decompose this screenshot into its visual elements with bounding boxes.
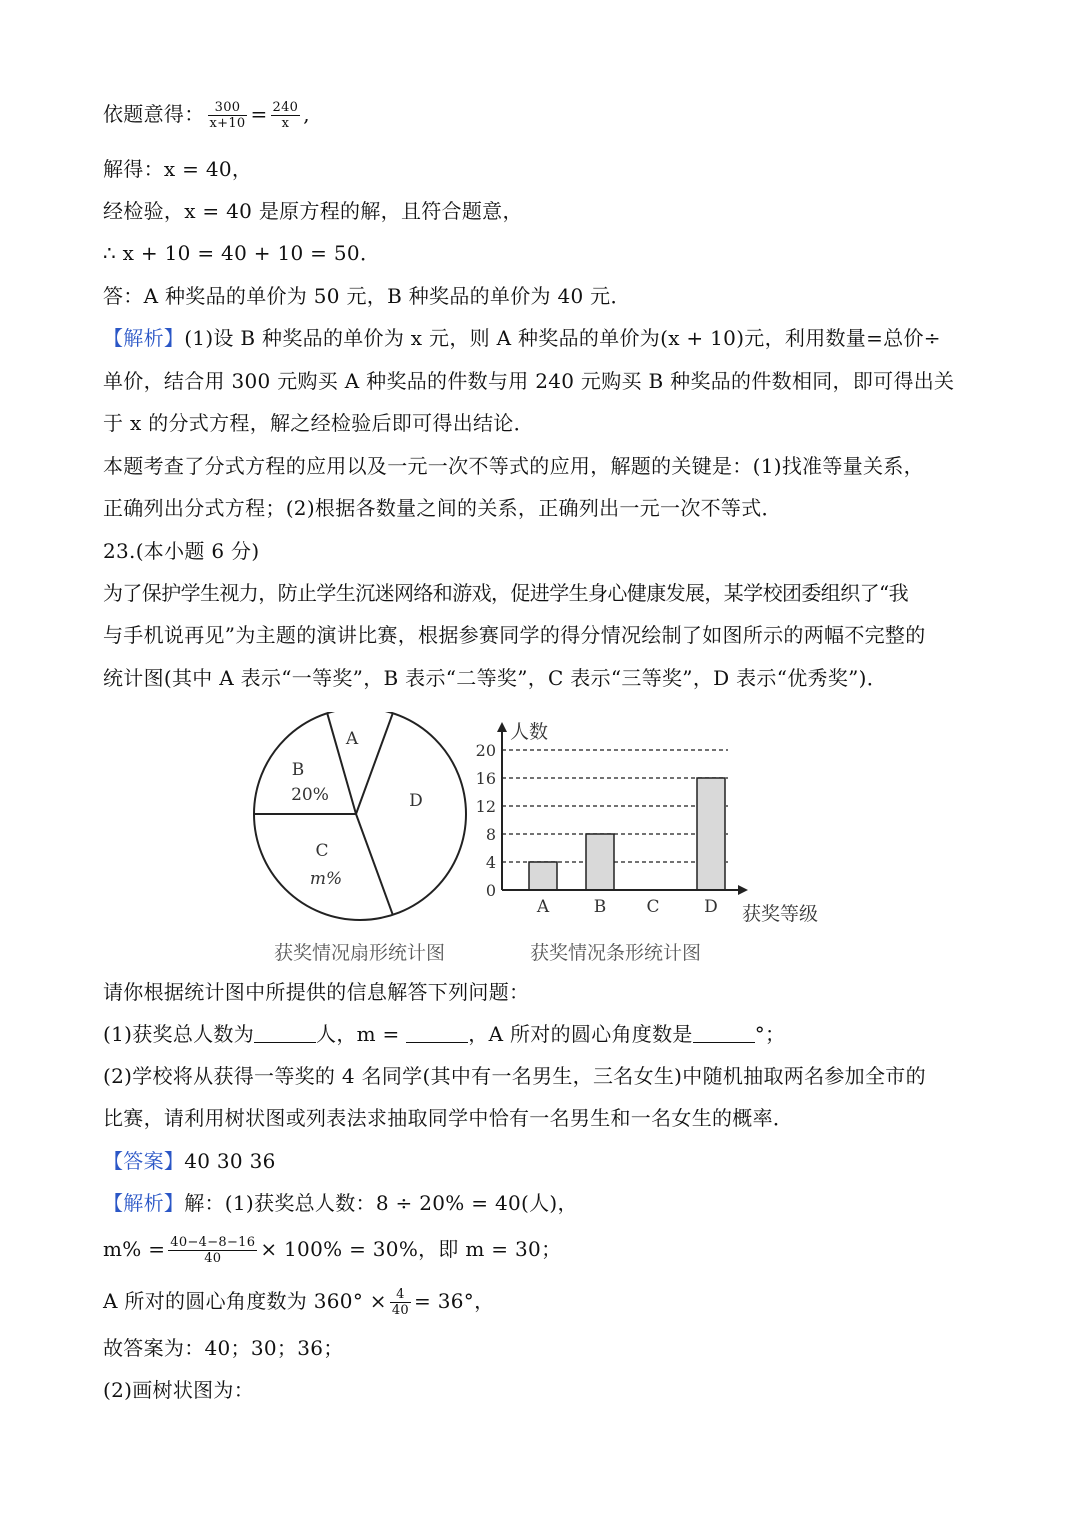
fraction: [168, 1235, 257, 1266]
statistics-figure: [248, 712, 848, 976]
answer-blank[interactable]: [693, 1024, 755, 1043]
text: 人，m =: [316, 1022, 400, 1046]
x-tick-label: C: [646, 897, 660, 917]
answer-tag: 【答案】: [103, 1149, 185, 1173]
text: 40 30 36: [184, 1149, 276, 1173]
pie-caption: 获奖情况扇形统计图: [274, 942, 446, 964]
analysis-line: [103, 1191, 578, 1215]
equation-line: [103, 100, 310, 131]
pie-outline: [254, 712, 466, 920]
pie-label-c: C: [315, 841, 329, 861]
text: °；: [754, 1022, 786, 1046]
text: =: [250, 102, 268, 126]
question-part-1: [103, 1022, 785, 1046]
bar-b: [586, 834, 614, 890]
answer-blank[interactable]: [254, 1024, 316, 1043]
text: × 100% = 30%，即 m = 30；: [260, 1237, 562, 1261]
x-tick-label: B: [593, 897, 607, 917]
pie-label-b: B: [291, 760, 305, 780]
text-line: 与手机说再见”为主题的演讲比赛，根据参赛同学的得分情况绘制了如图所示的两幅不完整的: [103, 623, 926, 647]
x-tick-label: A: [536, 897, 550, 917]
bar-a: [529, 862, 557, 890]
y-tick-label: 20: [475, 741, 496, 760]
pie-label-c-percent: m%: [309, 869, 343, 889]
text-line: 正确列出分式方程；(2)根据各数量之间的关系，正确列出一元一次不等式．: [103, 496, 782, 520]
text-line: 解得：x = 40，: [103, 157, 253, 181]
y-tick-label: 12: [475, 797, 496, 816]
pie-label-b-percent: 20%: [291, 785, 329, 805]
denominator: x: [281, 116, 290, 131]
y-tick-label: 4: [485, 853, 496, 872]
text: 解：(1)获奖总人数：8 ÷ 20% = 40(人)，: [184, 1191, 578, 1215]
analysis-tag: 【解析】: [103, 326, 185, 350]
text-line: 本题考查了分式方程的应用以及一元一次不等式的应用，解题的关键是：(1)找准等量关系，: [103, 454, 924, 478]
bar-caption: 获奖情况条形统计图: [530, 942, 702, 964]
text-line: ∴ x + 10 = 40 + 10 = 50．: [103, 241, 381, 265]
text-line: 比赛，请利用树状图或列表法求抽取同学中恰有一名男生和一名女生的概率．: [103, 1106, 794, 1130]
y-tick-label: 16: [475, 769, 496, 788]
numerator: 300: [208, 100, 248, 116]
fraction: [208, 100, 248, 131]
y-axis-arrow: [497, 722, 507, 732]
fraction: [271, 100, 301, 131]
numerator: 240: [272, 100, 299, 115]
text: (1)设 B 种奖品的单价为 x 元，则 A 种奖品的单价为(x + 10)元，利用数量=总价÷: [184, 326, 941, 350]
pie-label-a: A: [345, 729, 359, 749]
text-line: 于 x 的分式方程，解之经检验后即可得出结论．: [103, 411, 534, 435]
text: = 36°，: [414, 1289, 495, 1313]
text-line: 请你根据统计图中所提供的信息解答下列问题：: [103, 980, 530, 1004]
y-tick-label: 0: [485, 881, 496, 900]
text: (1)获奖总人数为: [103, 1022, 255, 1046]
text-line: 故答案为：40；30；36；: [103, 1336, 344, 1360]
answer-line: [103, 1149, 276, 1173]
text-line: 经检验，x = 40 是原方程的解，且符合题意，: [103, 199, 523, 223]
numerator: 40−4−8−16: [170, 1235, 256, 1250]
text-line: 单价，结合用 300 元购买 A 种奖品的件数与用 240 元购买 B 种奖品的件数相同，即可得出关: [103, 369, 955, 393]
bar-d: [697, 778, 725, 890]
text: 依题意得：: [103, 102, 205, 126]
x-tick-label: D: [704, 897, 718, 917]
denominator: 40: [391, 1303, 410, 1318]
text-line: 答：A 种奖品的单价为 50 元，B 种奖品的单价为 40 元．: [103, 284, 631, 308]
analysis-line: [103, 326, 941, 350]
numerator: 4: [390, 1287, 411, 1303]
text-line: 统计图(其中 A 表示“一等奖”，B 表示“二等奖”，C 表示“三等奖”，D 表示“优秀奖”)．: [103, 666, 888, 690]
text: m% =: [103, 1237, 166, 1261]
equation-line: [103, 1287, 494, 1318]
denominator: x+10: [209, 116, 246, 131]
equation-line: [103, 1235, 561, 1266]
denominator: 40: [204, 1251, 222, 1266]
text-line: 为了保护学生视力，防止学生沉迷网络和游戏，促进学生身心健康发展，某学校团委组织了“我: [103, 581, 909, 605]
analysis-tag: 【解析】: [103, 1191, 185, 1215]
text-line: (2)学校将从获得一等奖的 4 名同学(其中有一名男生，三名女生)中随机抽取两名参加全市的: [103, 1064, 926, 1088]
charts-svg: [248, 712, 848, 972]
x-axis-arrow: [738, 885, 748, 895]
x-axis-label: 获奖等级: [742, 903, 819, 925]
question-number: 23.(本小题 6 分): [103, 539, 260, 563]
y-axis-label: 人数: [510, 721, 549, 743]
text: A 所对的圆心角度数为 360° ×: [103, 1289, 387, 1313]
y-tick-label: 8: [485, 825, 496, 844]
text: ,: [303, 102, 310, 126]
fraction: [390, 1287, 411, 1318]
pie-chart: [254, 712, 466, 920]
answer-blank[interactable]: [406, 1024, 468, 1043]
bar-chart: [476, 721, 818, 925]
pie-label-d: D: [409, 791, 423, 811]
text: ，A 所对的圆心角度数是: [468, 1022, 693, 1046]
text-line: (2)画树状图为：: [103, 1378, 255, 1402]
